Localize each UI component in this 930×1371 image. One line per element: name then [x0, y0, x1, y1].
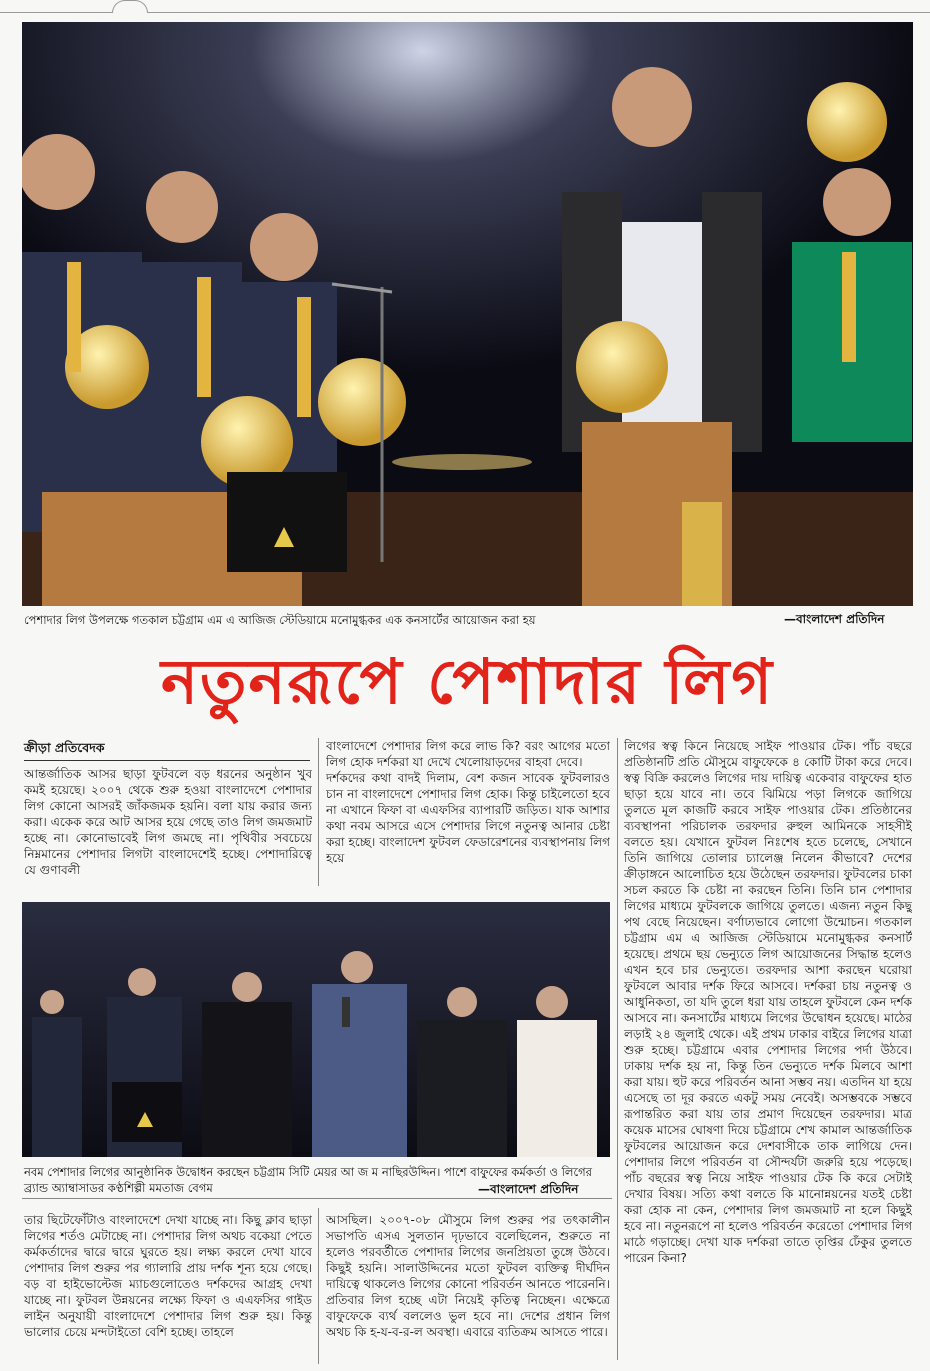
- column-divider: [318, 1208, 319, 1364]
- photo1-caption: পেশাদার লিগ উপলক্ষে গতকাল চট্টগ্রাম এম এ আজিজ স্টেডিয়ামে মনোমুগ্ধকর এক কনসার্টের আয়োজন করা হয়: [24, 613, 536, 627]
- article-paragraph: তার ছিটেফোঁটাও বাংলাদেশে দেখা যাচ্ছে না। কিছু ক্লাব ছাড়া লিগের শর্তও মেটাচ্ছে না। পেশাদার লিগ অথচ বকেয়া পেতে কর্মকর্তাদের দ্বারে দ্বারে ঘুরতে হয়। লক্ষ্য করলে দেখা যাবে পেশাদার লিগ শুরুর পর গ্যালারি প্রায় দর্শক শূন্য হয়ে গেছে। বড় বা হাইভোল্টেজ ম্যাচগুলোতেও দর্শকদের আগ্রহ দেখা যাচ্ছে না। ফুটবল উন্নয়নের লক্ষ্যে ফিফা ও এএফসির গাইড লাইন অনুযায়ী বাংলাদেশে পেশাদার লিগ শুরু হয়। কিন্তু ভালোর চেয়ে মন্দটাইতো বেশি হচ্ছে। তাহলে: [24, 1213, 312, 1339]
- headline: নতুনরূপে পেশাদার লিগ: [161, 645, 774, 718]
- article-col3: [624, 738, 912, 1364]
- article-paragraph: দর্শকদের কথা বাদই দিলাম, বেশ কজন সাবেক ফুটবলারও চান না বাংলাদেশে পেশাদার লিগ হোক। কিন্তু চাইলেতো হবে না এখানে ফিফা বা এএফসির ব্যাপারটি জড়িত। যাক আশার কথা নবম আসরে এসে পেশাদার লিগে নতুনত্ব আনার চেষ্টা করা হচ্ছে। বাংলাদেশ ফুটবল ফেডারেশনের ব্যবস্থাপনায় লিগ হয়ে: [326, 771, 610, 865]
- section-divider: [22, 1198, 612, 1199]
- photo2-caption: নবম পেশাদার লিগের আনুষ্ঠানিক উদ্বোধন করছেন চট্টগ্রাম সিটি মেয়র আ জ ম নাছিরউদ্দিন। পাশে বাফুফের কর্মকর্তা ও লিগের ব্র্যান্ড অ্যাম্বাসাডর কণ্ঠশিল্পী মমতাজ বেগম: [24, 1165, 592, 1195]
- article-col1-top: [24, 766, 312, 882]
- column-divider: [318, 738, 319, 886]
- concert-photo: [22, 22, 913, 606]
- photo2-credit: —বাংলাদেশ প্রতিদিন: [478, 1182, 579, 1196]
- article-paragraph: লিগের স্বত্ব কিনে নিয়েছে সাইফ পাওয়ার টেক। পাঁচ বছরে প্রতিষ্ঠানটি প্রতি মৌসুমে বাফুফেকে ৪ কোটি টাকা করে দেবে। স্বত্ব বিক্রি করলেও লিগের দায় দায়িত্ব একেবার বাফুফের হাত ছাড়া হয়ে যাবে না। তবে ঝিমিয়ে পড়া লিগকে জাগিয়ে তুলতে মূল কাজটি করবে সাইফ পাওয়ার টেক। প্রতিষ্ঠানের ব্যবস্থাপনা পরিচালক তরফদার রুহুল আমিনকে সাহসীই বলতে হয়। যেখানে ফুটবল নিঃশেষ হতে চলেছে, সেখানে তিনি জাগিয়ে তোলার চ্যালেঞ্জ নিলেন কীভাবে? দেশের ক্রীড়াঙ্গনে আলোচিত হয়ে উঠেছেন তরফদার। ফুটবলের চাকা সচল করতে কি চেষ্টা না করছেন তিনি। তিনি চান পেশাদার লিগের মাধ্যমে ফুটবলকে জাগিয়ে তুলতে। এজন্য নতুন কিছু পথ বেছে নিয়েছেন। বর্ণাঢ্যভাবে লোগো উন্মোচন। গতকাল চট্টগ্রাম এম এ আজিজ স্টেডিয়ামে মনোমুগ্ধকর কনসার্ট হয়েছে। প্রথমে ছয় ভেন্যুতে লিগ আয়োজনের সিদ্ধান্ত হলেও এখন হবে চার ভেন্যুতে। তরফদার আশা করছেন ঘরোয়া ফুটবলে আবার দর্শক ফিরে আসবে। দর্শকরা চায় নতুনত্ব ও আধুনিকতা, তা যদি তুলে ধরা যায় তাহলে ফুটবলে কেন দর্শক আসবে না। কনসার্টের মাধ্যমে লিগের উদ্বোধন হয়েছে। মাঠের লড়াই ২৪ জুলাই থেকে। এই প্রথম ঢাকার বাইরে লিগের যাত্রা শুরু হচ্ছে। চট্টগ্রামে এবার পেশাদার লিগের পর্দা উঠবে। ঢাকায় দর্শক হয় না, কিন্তু তিন ভেন্যুতে দর্শক মিলবে আশা করা যায়। হুট করে পরিবর্তন আনা সম্ভব নয়। এতদিন যা হয়ে এসেছে তা দূর করতে একটু সময় নেবেই। অসম্ভবকে সম্ভবে রূপান্তরিত করা যায় তার প্রমাণ দিয়েছেন তরফদার। মাত্র কয়েক মাসের ঘোষণা দিয়ে চট্টগ্রামে শেখ কামাল আন্তর্জাতিক ফুটবলের আয়োজন করে দেশবাসীকে তাক লাগিয়ে দেন। পেশাদার লিগে পরিবর্তন বা সৌন্দর্যটা জরুরি হয়ে পড়েছে। পাঁচ বছরের স্বত্ব নিয়ে সাইফ পাওয়ার টেক কি করে সেটাই দেখার বিষয়। সত্যি কথা বলতে কি মানোন্নয়নের যতই চেষ্টা করা হোক না কেন, পেশাদার লিগ জমজমাট না হলে কিছুই হবে না। নতুনরূপে না হলেও পরিবর্তন করেতো পেশাদার লিগ মাঠে গড়াচ্ছে। দেখা যাক দর্শকরা তাতে তৃপ্তির ঢেঁকুর তুলতে পারেন কিনা?: [624, 739, 912, 1265]
- article-paragraph: আসছিল। ২০০৭-০৮ মৌসুমে লিগ শুরুর পর তৎকালীন সভাপতি এসএ সুলতান দৃঢ়ভাবে বলেছিলেন, শুরুতে না হলেও পরবর্তীতে পেশাদার লিগের জনপ্রিয়তা তুঙ্গে উঠবে। কিছুই হয়নি। সালাউদ্দিনের মতো ফুটবল ব্যক্তিত্ব দীর্ঘদিন দায়িত্বে থাকলেও লিগের কোনো পরিবর্তন আনতে পারেননি। প্রতিবার লিগ হচ্ছে এটা নিয়েই কৃতিত্ব নিচ্ছেন। এক্ষেত্রে বাফুফেকে ব্যর্থ বললেও ভুল হবে না। দেশের প্রধান লিগ অথচ কি হ-য-ব-র-ল অবস্থা। এবারে ব্যতিক্রম আসতে পারে।: [326, 1213, 610, 1339]
- page-tab-notch: [112, 0, 148, 13]
- page-top-border: [0, 0, 930, 14]
- byline: ক্রীড়া প্রতিবেদক: [24, 740, 105, 755]
- article-col2-top: [326, 738, 610, 886]
- byline-rule: [24, 760, 310, 761]
- article-col2-bottom: [326, 1212, 610, 1364]
- article-col1-bottom: [24, 1212, 312, 1364]
- article-paragraph: আন্তর্জাতিক আসর ছাড়া ফুটবলে বড় ধরনের অনুষ্ঠান খুব কমই হয়েছে। ২০০৭ থেকে শুরু হওয়া বাংলাদেশে পেশাদার লিগ কোনো আসরই জাঁকজমক হয়নি। বলা যায় করার জন্য করা। একেক করে আট আসর হয়ে গেছে তাও লিগ জমজমাট হচ্ছে না। কোনোভাবেই লিগ জমছে না। পৃথিবীর সবচেয়ে নিম্নমানের পেশাদার লিগটা বাংলাদেশেই হচ্ছে। পেশাদারিত্বে যে গুণাবলী: [24, 767, 312, 877]
- inauguration-photo: [22, 902, 610, 1157]
- photo1-credit: —বাংলাদেশ প্রতিদিন: [784, 612, 885, 626]
- article-paragraph: বাংলাদেশে পেশাদার লিগ করে লাভ কি? বরং আগের মতো লিগ হোক দর্শকরা যা দেখে খেলোয়াড়দের বাহবা দেবে।: [326, 739, 610, 769]
- column-divider: [617, 738, 618, 1360]
